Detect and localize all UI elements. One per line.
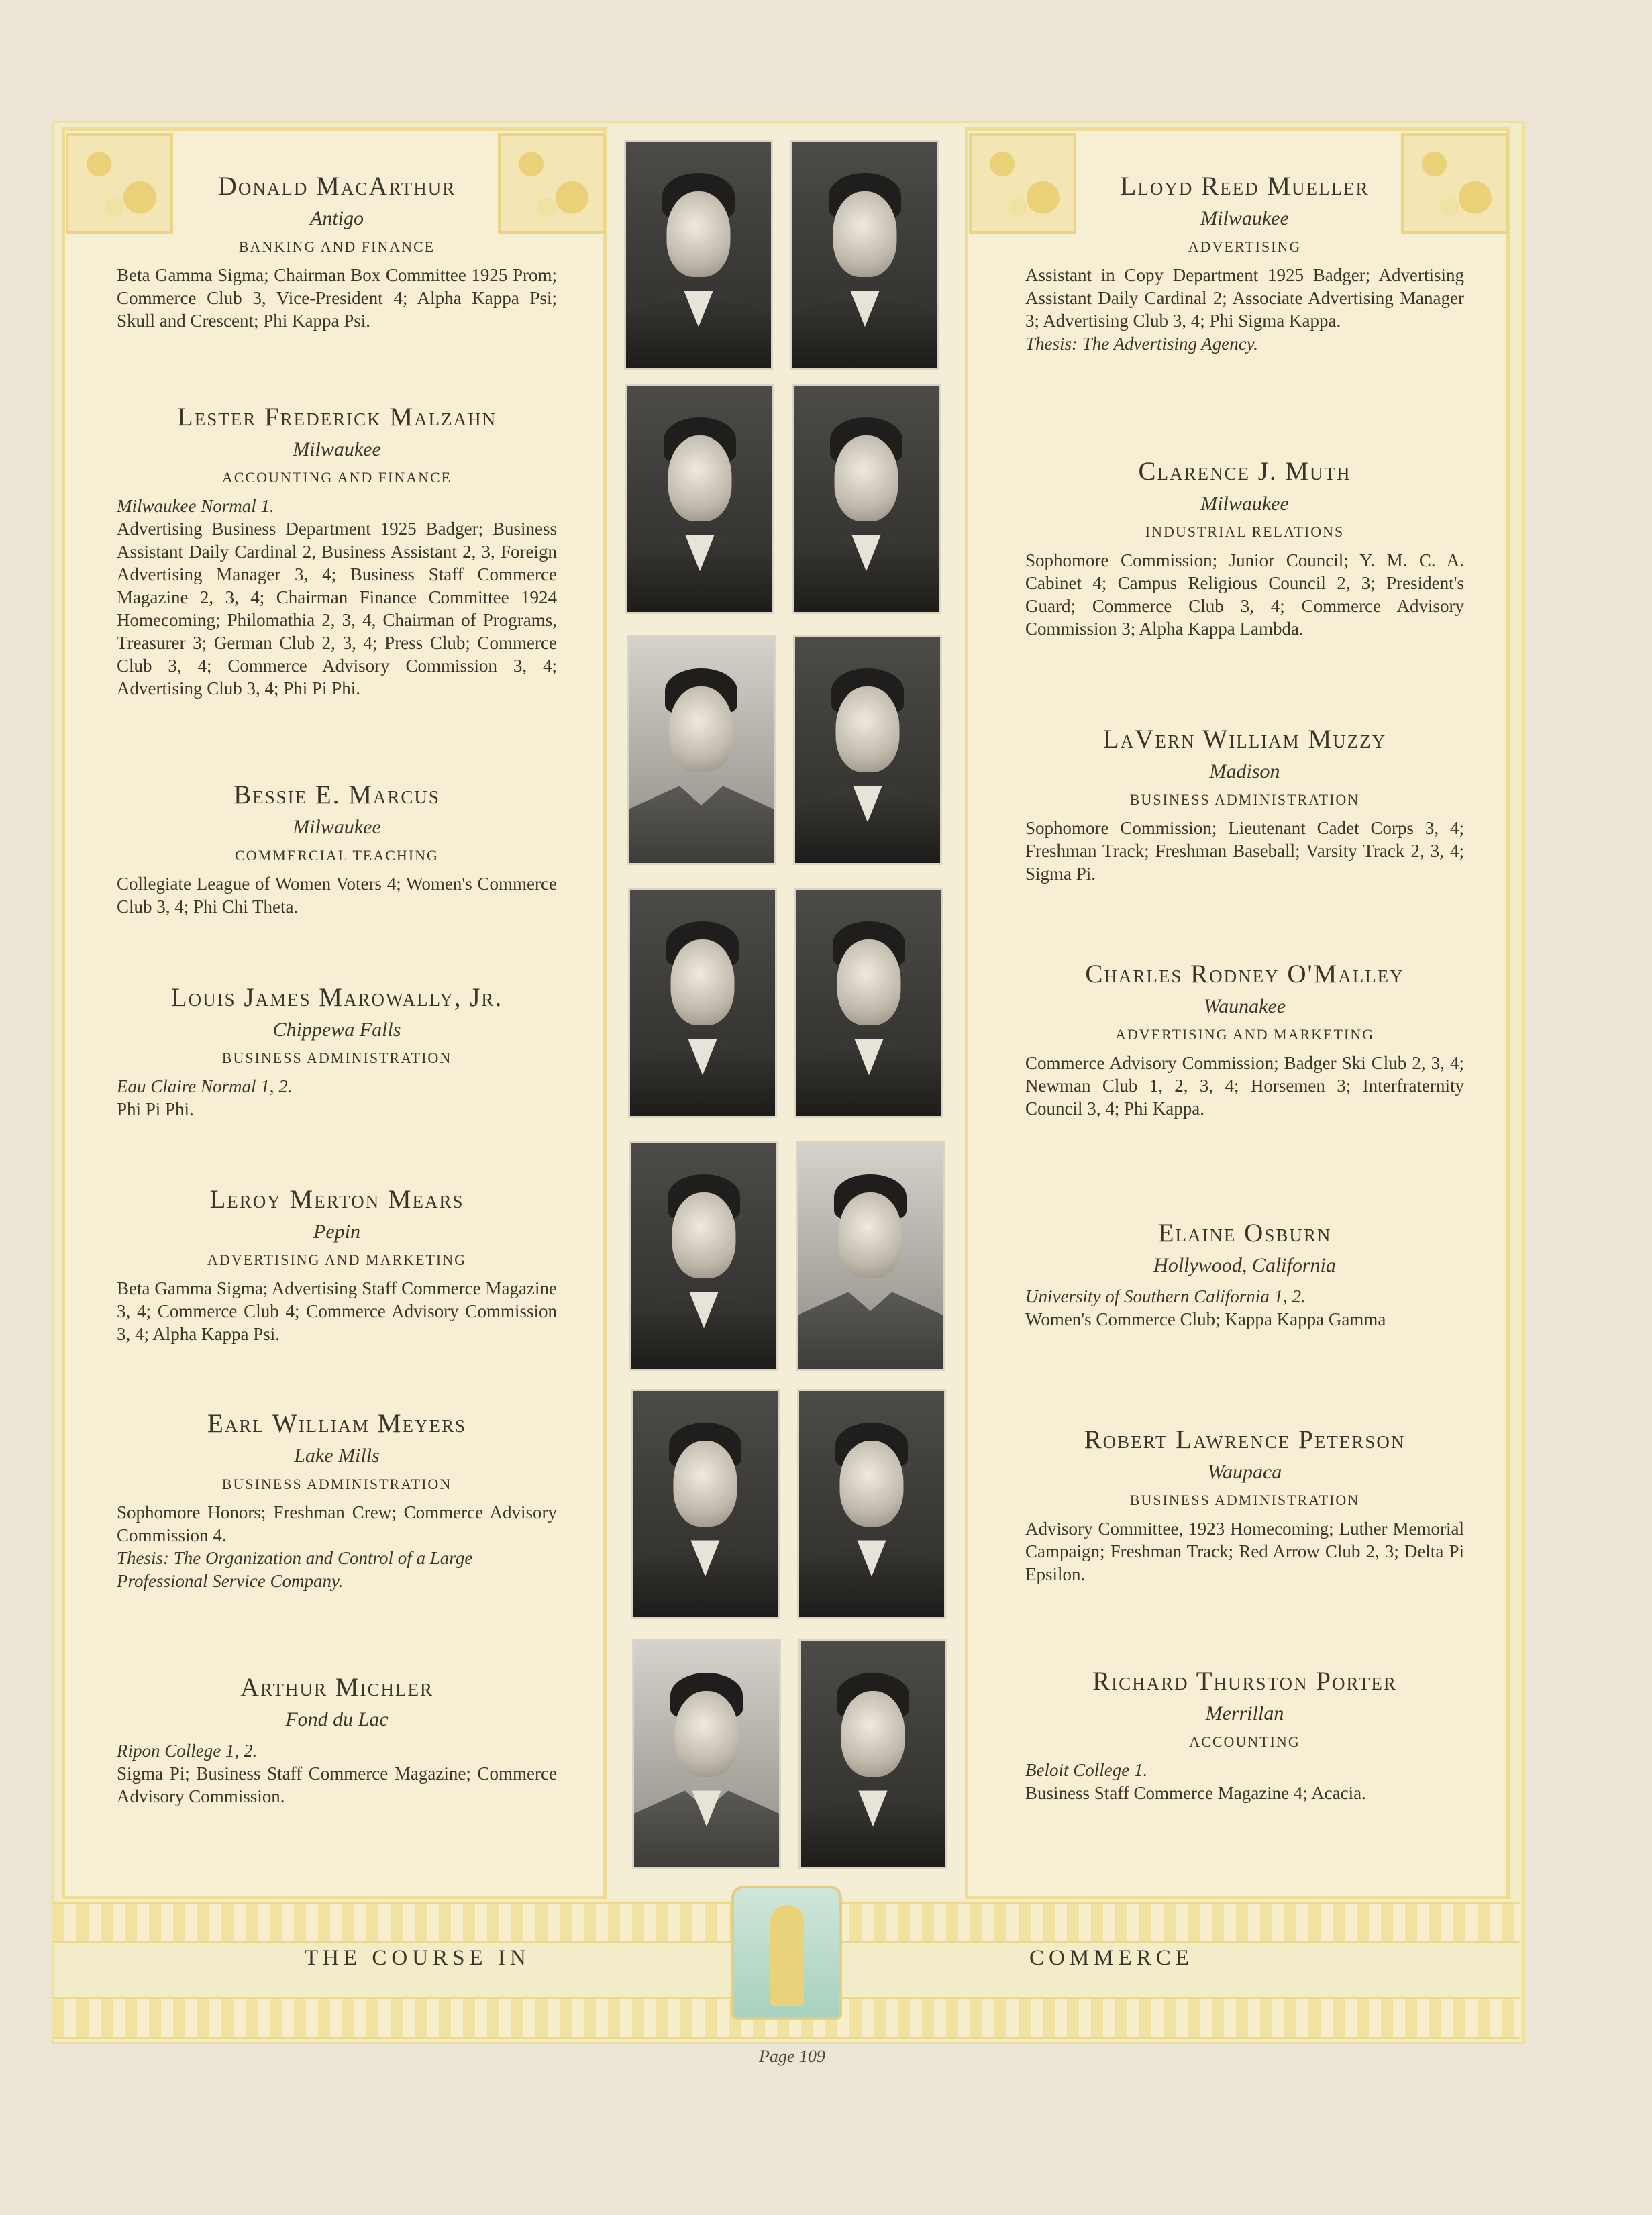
entry-prior-school: Ripon College 1, 2. bbox=[117, 1741, 258, 1761]
statue-emblem bbox=[731, 1886, 842, 2020]
entry-activities: Phi Pi Phi. bbox=[117, 1099, 194, 1119]
entry-activities: Beta Gamma Sigma; Chairman Box Committee 1925 Prom; Commerce Club 3, Vice-President 4; Alpha Kappa Psi; Skull and Crescent; Phi Kappa Psi. bbox=[117, 265, 557, 331]
entry-department: ADVERTISING AND MARKETING bbox=[207, 1251, 466, 1268]
entry-town: Waupaca bbox=[1207, 1461, 1282, 1483]
entry-department: ADVERTISING AND MARKETING bbox=[1115, 1026, 1374, 1043]
portrait-elaine-osburn bbox=[796, 1141, 945, 1371]
entry-louis-marowally bbox=[117, 984, 557, 1121]
entry-department: BUSINESS ADMINISTRATION bbox=[221, 1476, 452, 1492]
entry-name: Leroy Merton Mears bbox=[209, 1185, 464, 1214]
portrait-arthur-michler bbox=[632, 1639, 781, 1869]
entry-town: Milwaukee bbox=[1200, 493, 1289, 515]
portrait-lloyd-mueller bbox=[790, 140, 939, 370]
entry-activities: Commerce Advisory Commission; Badger Ski Club 2, 3, 4; Newman Club 1, 2, 3, 4; Horsemen 3; Interfraternity Council 3, 4; Phi Kappa. bbox=[1025, 1053, 1464, 1119]
entry-name: Earl William Meyers bbox=[207, 1409, 467, 1438]
entry-activities: Beta Gamma Sigma; Advertising Staff Commerce Magazine 3, 4; Commerce Club 4; Commerce Advisory Commission 3, 4; Alpha Kappa Psi. bbox=[117, 1278, 557, 1344]
entry-name: Robert Lawrence Peterson bbox=[1084, 1425, 1406, 1454]
entry-town: Merrillan bbox=[1205, 1702, 1284, 1724]
entry-department: INDUSTRIAL RELATIONS bbox=[1145, 523, 1345, 540]
entry-name: Richard Thurston Porter bbox=[1092, 1667, 1397, 1696]
entry-town: Chippewa Falls bbox=[272, 1019, 401, 1041]
entry-activities: Sophomore Honors; Freshman Crew; Commerce Advisory Commission 4. bbox=[117, 1502, 557, 1545]
entry-name: Elaine Osburn bbox=[1157, 1219, 1332, 1247]
entry-town: Milwaukee bbox=[293, 816, 381, 838]
entry-prior-school: Eau Claire Normal 1, 2. bbox=[117, 1076, 293, 1096]
portrait-earl-meyers bbox=[631, 1389, 780, 1619]
portrait-bessie-marcus bbox=[627, 635, 776, 865]
page-number: Page 109 bbox=[759, 2047, 825, 2066]
entry-activities: Sophomore Commission; Lieutenant Cadet Corps 3, 4; Freshman Track; Freshman Baseball; Varsity Track 2, 3, 4; Sigma Pi. bbox=[1025, 818, 1464, 884]
statue-figure bbox=[770, 1905, 804, 2006]
portrait-robert-peterson bbox=[797, 1389, 946, 1619]
footer-title-left: THE COURSE IN bbox=[305, 1946, 531, 1970]
entry-lester-malzahn bbox=[117, 404, 557, 700]
entry-department: ACCOUNTING bbox=[1189, 1733, 1300, 1750]
portrait-lavern-muzzy bbox=[793, 635, 942, 865]
entry-prior-school: University of Southern California 1, 2. bbox=[1025, 1286, 1306, 1306]
entry-name: Charles Rodney O'Malley bbox=[1085, 960, 1404, 988]
entry-activities: Women's Commerce Club; Kappa Kappa Gamma bbox=[1025, 1309, 1386, 1329]
footer-title-right: COMMERCE bbox=[1029, 1946, 1194, 1970]
portrait-clarence-muth bbox=[792, 384, 941, 614]
entry-leroy-mears bbox=[117, 1186, 557, 1345]
entry-activities: Sophomore Commission; Junior Council; Y. M. C. A. Cabinet 4; Campus Religious Council 2, 3; President's Guard; Commerce Club 3, 4; Commerce Advisory Commission 3; Alpha Kappa Lambda. bbox=[1025, 550, 1464, 639]
entry-name: Arthur Michler bbox=[240, 1673, 433, 1702]
entry-department: BUSINESS ADMINISTRATION bbox=[221, 1049, 452, 1066]
entry-town: Milwaukee bbox=[1200, 207, 1289, 229]
entry-name: Lloyd Reed Mueller bbox=[1120, 172, 1370, 201]
entry-thesis: Thesis: The Advertising Agency. bbox=[1025, 333, 1258, 354]
entry-town: Pepin bbox=[313, 1221, 360, 1243]
entry-department: COMMERCIAL TEACHING bbox=[235, 847, 439, 864]
entry-department: BUSINESS ADMINISTRATION bbox=[1129, 791, 1360, 808]
entry-town: Lake Mills bbox=[294, 1445, 380, 1467]
entry-department: ACCOUNTING AND FINANCE bbox=[221, 469, 452, 486]
entry-town: Milwaukee bbox=[293, 438, 381, 460]
entry-town: Waunakee bbox=[1203, 995, 1286, 1017]
entry-town: Fond du Lac bbox=[285, 1708, 389, 1731]
entry-donald-macarthur bbox=[117, 173, 557, 332]
entry-activities: Business Staff Commerce Magazine 4; Acacia. bbox=[1025, 1783, 1366, 1803]
entry-richard-porter bbox=[1025, 1668, 1464, 1804]
entry-activities: Advisory Committee, 1923 Homecoming; Luther Memorial Campaign; Freshman Track; Red Arrow Club 2, 3; Delta Pi Epsilon. bbox=[1025, 1518, 1464, 1584]
entry-clarence-muth bbox=[1025, 458, 1464, 640]
entry-name: LaVern William Muzzy bbox=[1102, 725, 1387, 754]
entry-bessie-marcus bbox=[117, 782, 557, 918]
portrait-louis-marowally bbox=[628, 888, 777, 1118]
entry-department: BANKING AND FINANCE bbox=[238, 238, 435, 255]
entry-activities: Advertising Business Department 1925 Badger; Business Assistant Daily Cardinal 2, Business Assistant 2, 3, Foreign Advertising Manager 3, 4; Business Staff Commerce Magazine 2, 3, 4; Chairman Finance Committee 1924 Homecoming; Philomathia 2, 3, 4, Chairman of Programs, Treasurer 3; German Club 2, 3, 4; Press Club; Commerce Club 3, 4; Commerce Advisory Commission 3, 4; Advertising Club 3, 4; Phi Pi Phi. bbox=[117, 519, 557, 699]
entry-earl-meyers bbox=[117, 1410, 557, 1592]
entry-elaine-osburn bbox=[1025, 1220, 1464, 1331]
entry-name: Bessie E. Marcus bbox=[234, 780, 440, 809]
entry-robert-peterson bbox=[1025, 1427, 1464, 1586]
entry-activities: Sigma Pi; Business Staff Commerce Magazine; Commerce Advisory Commission. bbox=[117, 1763, 557, 1806]
entry-activities: Assistant in Copy Department 1925 Badger; Advertising Assistant Daily Cardinal 2; Associate Advertising Manager 3; Advertising Club 3, 4; Phi Sigma Kappa. bbox=[1025, 265, 1464, 331]
entry-prior-school: Milwaukee Normal 1. bbox=[117, 496, 274, 516]
entry-name: Lester Frederick Malzahn bbox=[176, 403, 497, 431]
entry-prior-school: Beloit College 1. bbox=[1025, 1760, 1148, 1780]
entry-activities: Collegiate League of Women Voters 4; Women's Commerce Club 3, 4; Phi Chi Theta. bbox=[117, 874, 557, 917]
entry-lloyd-mueller bbox=[1025, 173, 1464, 355]
portrait-lester-malzahn bbox=[625, 384, 774, 614]
entry-name: Clarence J. Muth bbox=[1138, 457, 1351, 486]
portrait-donald-macarthur bbox=[624, 140, 773, 370]
entry-thesis: Thesis: The Organization and Control of a Large Professional Service Company. bbox=[117, 1548, 473, 1591]
entry-lavern-muzzy bbox=[1025, 726, 1464, 885]
entry-town: Antigo bbox=[310, 207, 364, 229]
entry-arthur-michler bbox=[117, 1674, 557, 1808]
entry-name: Louis James Marowally, Jr. bbox=[170, 983, 503, 1012]
entry-town: Madison bbox=[1209, 760, 1280, 782]
portrait-charles-omalley bbox=[794, 888, 943, 1118]
portrait-leroy-mears bbox=[629, 1141, 778, 1371]
entry-charles-omalley bbox=[1025, 961, 1464, 1120]
entry-department: ADVERTISING bbox=[1188, 238, 1302, 255]
portrait-richard-porter bbox=[798, 1639, 947, 1869]
entry-department: BUSINESS ADMINISTRATION bbox=[1129, 1492, 1360, 1508]
entry-name: Donald MacArthur bbox=[217, 172, 456, 201]
entry-town: Hollywood, California bbox=[1153, 1254, 1336, 1276]
